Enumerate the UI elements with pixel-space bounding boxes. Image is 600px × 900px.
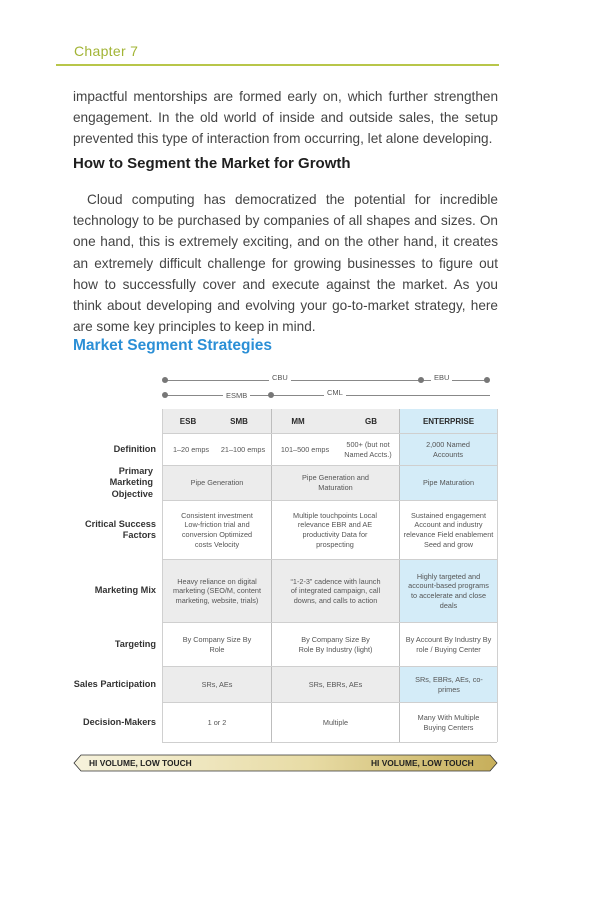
cell-sales-cml: SRs, EBRs, AEs <box>308 679 363 689</box>
paragraph-2: Cloud computing has democratized the potential for incredible technology to be purchased by companies of all shapes and sizes. On one hand, this is extremely exciting, and on the other hand, it creates an extremely difficult challenge for growing businesses to figure out how to successfully cover and execute against the market. As you think about developing and evolving your go-to-market strategy, here are some key principles to keep in mind. <box>73 192 498 335</box>
cell-objective-cml: Pipe Generation and Maturation <box>302 473 369 492</box>
cell-definition-smb: 21–100 emps <box>220 444 266 454</box>
scale-dot <box>418 377 424 383</box>
cml-label: CML <box>324 388 346 397</box>
cell-targeting-ent: By Account By Industry By role / Buying Center <box>405 634 492 654</box>
col-enterprise: ENTERPRISE <box>422 417 475 426</box>
cbu-label: CBU <box>269 373 291 382</box>
col-esb: ESB <box>179 417 197 426</box>
volume-arrow <box>73 754 498 772</box>
cell-mix-esmb: Heavy reliance on digital marketing (SEO/M, content marketing, website, trials) <box>172 576 261 605</box>
cell-definition-ent: 2,000 Named Accounts <box>426 439 470 459</box>
row-label-targeting: Targeting <box>114 638 156 649</box>
cell-sales-esmb: SRs, AEs <box>201 679 233 689</box>
cell-sales-ent: SRs, EBRs, AEs, co-primes <box>415 674 483 694</box>
cell-mix-ent: Highly targeted and account-based programs to accelerate and close deals <box>408 571 489 610</box>
cell-csf-ent: Sustained engagement Account and industry relevance Field enablement Seed and grow <box>403 510 494 549</box>
cell-csf-esmb: Consistent investment Low-friction trial and conversion Optimized costs Velocity <box>181 510 253 549</box>
scale-dot <box>162 377 168 383</box>
section-heading: How to Segment the Market for Growth <box>73 155 351 172</box>
row-divider <box>162 742 497 743</box>
cell-decision-cml: Multiple <box>322 717 349 727</box>
cell-targeting-cml: By Company Size By Role By Industry (light) <box>298 634 373 654</box>
col-divider <box>162 409 163 742</box>
scale-dot <box>268 392 274 398</box>
ebu-label: EBU <box>431 373 452 382</box>
paragraph-1: impactful mentorships are formed early on, which further strengthen engagement. In the old world of inside and outside sales, the setup prevented this type of interaction from occurring, let alone developing. <box>73 89 498 147</box>
col-smb: SMB <box>230 417 248 426</box>
cell-objective-ent: Pipe Maturation <box>422 478 475 488</box>
row-label-csf: Critical Success Factors <box>85 518 156 540</box>
col-divider <box>399 409 400 742</box>
row-label-sales: Sales Participation <box>73 678 156 689</box>
scale-dot <box>484 377 490 383</box>
row-label-definition: Definition <box>113 443 156 454</box>
cell-decision-ent: Many With Multiple Buying Centers <box>417 712 480 732</box>
cell-definition-esb: 1–20 emps <box>172 444 210 454</box>
row-label-decision: Decision-Makers <box>82 716 156 727</box>
col-mm: MM <box>291 417 305 426</box>
figure-title: Market Segment Strategies <box>73 337 272 354</box>
col-divider <box>497 409 498 742</box>
row-label-objective: Primary Marketing Objective <box>109 465 153 499</box>
cell-objective-esmb: Pipe Generation <box>190 478 244 488</box>
row-label-mix: Marketing Mix <box>94 585 156 596</box>
cell-targeting-esmb: By Company Size By Role <box>182 634 252 654</box>
cell-mix-cml: “1-2-3” cadence with launch of integrated campaign, call downs, and calls to action <box>290 576 381 605</box>
segment-table <box>73 370 498 780</box>
scale-dot <box>162 392 168 398</box>
arrow-left-label: HI VOLUME, LOW TOUCH <box>89 758 192 768</box>
chapter-label: Chapter 7 <box>74 43 139 59</box>
cell-definition-gb: 500+ (but not Named Accts.) <box>344 439 392 459</box>
cell-decision-esmb: 1 or 2 <box>207 717 227 727</box>
arrow-right-label: HI VOLUME, LOW TOUCH <box>371 758 474 768</box>
esmb-label: ESMB <box>223 391 250 400</box>
cell-definition-mm: 101–500 emps <box>280 444 330 454</box>
col-divider <box>271 409 272 742</box>
header-rule <box>56 64 499 66</box>
cell-csf-cml: Multiple touchpoints Local relevance EBR and AE productivity Data for prospecting <box>293 510 377 549</box>
col-gb: GB <box>365 417 377 426</box>
